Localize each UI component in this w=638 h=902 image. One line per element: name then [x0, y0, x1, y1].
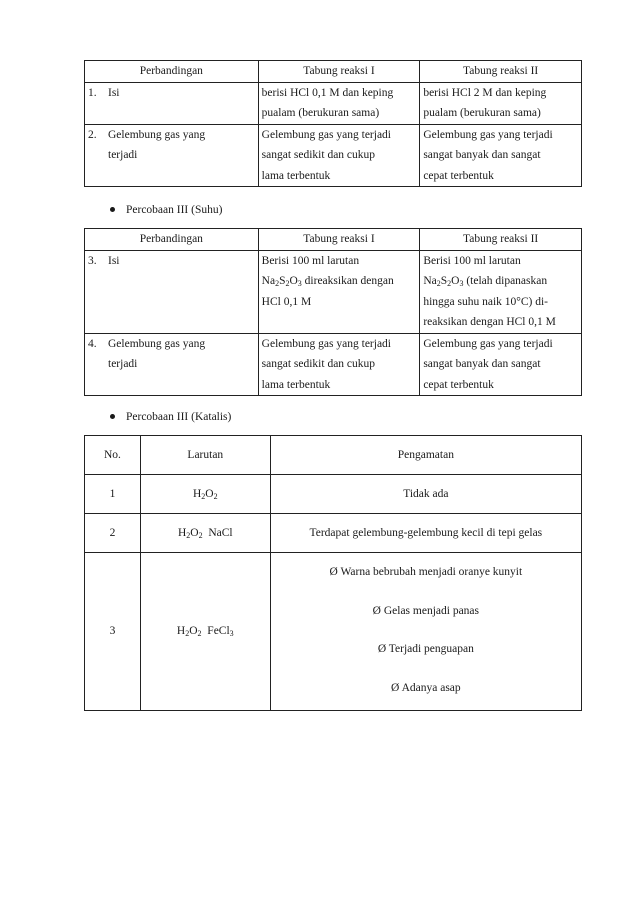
cell-tabung-1: berisi HCl 0,1 M dan keping pualam (berukuran sama) — [258, 82, 420, 124]
cell-larutan: $H_2O_2$ NaCl — [140, 514, 270, 553]
header-perbandingan: Perbandingan — [85, 61, 259, 83]
cell-tabung-1: Gelembung gas yang terjadi sangat sedikit dan cukup lama terbentuk — [258, 333, 420, 396]
header-tabung-2: Tabung reaksi II — [420, 229, 582, 251]
row-label: 3. Isi — [85, 250, 259, 333]
section-heading-suhu: Percobaan III (Suhu) — [110, 202, 222, 218]
list-item: Ø Adanya asap — [391, 681, 461, 694]
cell-pengamatan — [270, 553, 581, 711]
table-row — [85, 514, 582, 553]
cell-pengamatan: Tidak ada — [270, 475, 581, 514]
table-header-row — [85, 436, 582, 475]
header-tabung-1: Tabung reaksi I — [258, 229, 420, 251]
cell-tabung-2: Berisi 100 ml larutan $Na_2S_2O_3$ (telah dipanaskan hingga suhu naik 10°C) di- reaksikan dengan HCl 0,1 M — [420, 250, 582, 333]
row-label: 1. Isi — [85, 82, 259, 124]
header-pengamatan: Pengamatan — [270, 436, 581, 475]
header-tabung-2: Tabung reaksi II — [420, 61, 582, 83]
header-larutan: Larutan — [140, 436, 270, 475]
comparison-table-1 — [84, 60, 582, 187]
bullet-icon — [110, 414, 115, 419]
cell-tabung-1: Berisi 100 ml larutan $Na_2S_2O_3$ direaksikan dengan HCl 0,1 M — [258, 250, 420, 333]
row-label: 2. Gelembung gas yang terjadi — [85, 124, 259, 187]
cell-no: 1 — [85, 475, 141, 514]
header-tabung-1: Tabung reaksi I — [258, 61, 420, 83]
table-row — [85, 553, 582, 711]
section-heading-katalis: Percobaan III (Katalis) — [110, 409, 231, 425]
cell-tabung-2: Gelembung gas yang terjadi sangat banyak dan sangat cepat terbentuk — [420, 124, 582, 187]
table-row — [85, 124, 582, 187]
header-perbandingan: Perbandingan — [85, 229, 259, 251]
comparison-table-2 — [84, 228, 582, 396]
cell-pengamatan: Terdapat gelembung-gelembung kecil di tepi gelas — [270, 514, 581, 553]
row-label: 4. Gelembung gas yang terjadi — [85, 333, 259, 396]
table-row — [85, 82, 582, 124]
table-header-row — [85, 61, 582, 83]
cell-tabung-2: Gelembung gas yang terjadi sangat banyak dan sangat cepat terbentuk — [420, 333, 582, 396]
cell-tabung-1: Gelembung gas yang terjadi sangat sedikit dan cukup lama terbentuk — [258, 124, 420, 187]
bullet-icon — [110, 207, 115, 212]
table-header-row — [85, 229, 582, 251]
table-row — [85, 333, 582, 396]
list-item: Ø Gelas menjadi panas — [372, 604, 480, 617]
cell-larutan: $H_2O_2$ FeCl$_3$ — [140, 553, 270, 711]
list-item: Ø Warna bebrubah menjadi oranye kunyit — [329, 566, 523, 578]
observation-table — [84, 435, 582, 711]
header-no: No. — [85, 436, 141, 475]
cell-no: 3 — [85, 553, 141, 711]
table-row — [85, 475, 582, 514]
table-row — [85, 250, 582, 333]
cell-no: 2 — [85, 514, 141, 553]
cell-tabung-2: berisi HCl 2 M dan keping pualam (berukuran sama) — [420, 82, 582, 124]
cell-larutan: $H_2O_2$ — [140, 475, 270, 514]
list-item: Ø Terjadi penguapan — [377, 643, 474, 655]
